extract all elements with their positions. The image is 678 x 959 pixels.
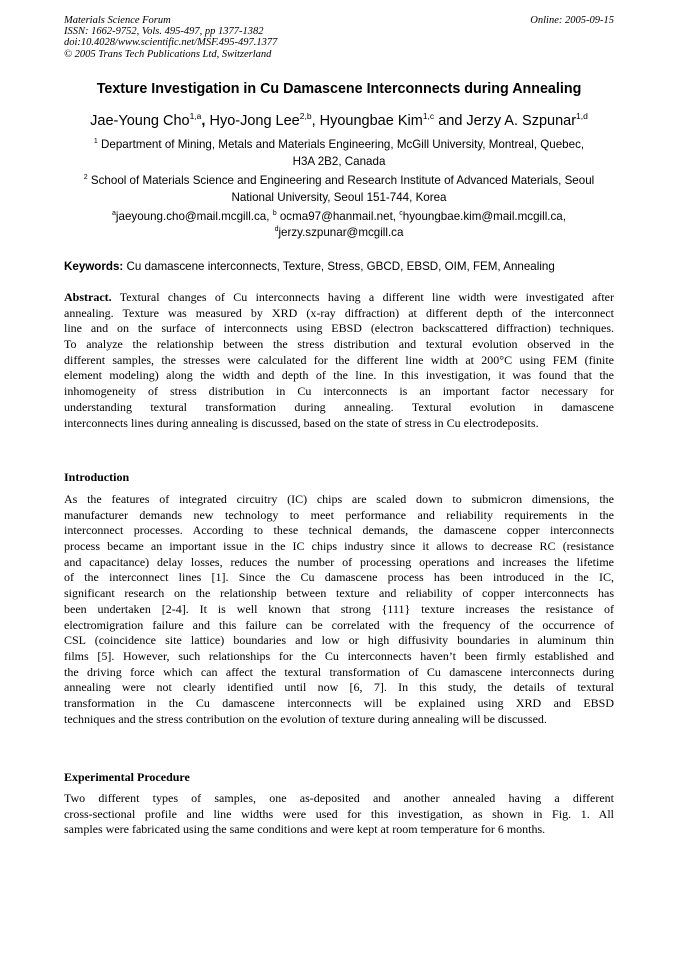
abstract-line: different samples, the stresses were calculated for the different line width at 200°C using FEM (finite: [64, 352, 614, 367]
author-name: Hyo-Jong Lee: [209, 113, 300, 129]
author-name: Jerzy A. Szpunar: [466, 113, 577, 129]
author-affiliation-mark: 1,a: [189, 111, 202, 121]
author-separator: and: [438, 113, 463, 129]
author-affiliation-mark: 2,b: [299, 111, 312, 121]
abstract-label: Abstract.: [64, 290, 112, 304]
header-citation: [64, 15, 404, 60]
abstract-line: element modeling) along the width and depth of the line. In this investigation, it was found that the: [64, 368, 614, 383]
doi-line: doi:10.4028/www.scientific.net/MSF.495-497.1377: [64, 37, 278, 49]
abstract-line: interconnects lines during annealing is discussed, based on the state of stress in Cu electrodeposits.: [64, 415, 539, 430]
experimental-line: Two different types of samples, one as-deposited and another annealed having a different: [64, 791, 614, 805]
email-mark: b: [272, 210, 277, 217]
introduction-line: techniques and the stress contribution on the evolution of texture during annealing will be discussed.: [64, 711, 547, 726]
keywords-text: Cu damascene interconnects, Texture, Stress, GBCD, EBSD, OIM, FEM, Annealing: [126, 260, 555, 273]
affiliation-text: School of Materials Science and Engineering and Research Institute of Advanced Materials, Seoul: [90, 174, 595, 187]
author-affiliation-mark: 1,c: [422, 111, 435, 121]
introduction-line: As the features of integrated circuitry (IC) chips are scaled down to submicron dimensions, the: [64, 492, 614, 506]
introduction-line: significant research on the relationship between texture and reliability of copper interconnects has: [64, 586, 614, 601]
introduction-line: films [5]. However, such relationships for the Cu interconnects haven’t been firmly established and: [64, 648, 614, 663]
abstract-line: annealing. Texture was measured by XRD (x-ray diffraction) at different depth of the interconnect: [64, 305, 614, 320]
introduction-line: electromigration failure and this failure can be correlated with the frequency of the occurrence of: [64, 617, 614, 632]
abstract-line: line and on the surface of interconnects using EBSD (electron backscattered diffraction) techniques.: [64, 321, 614, 336]
paper-title: Texture Investigation in Cu Damascene Interconnects during Annealing: [96, 81, 582, 97]
affiliation-1: [64, 137, 614, 170]
email-address: hyoungbae.kim@mail.mcgill.ca,: [402, 210, 566, 223]
affiliation-2: [64, 173, 614, 206]
introduction-line: process became an important issue in the IC chips industry since it allows to decrease RC (resistance: [64, 539, 614, 554]
email-mark: d: [274, 225, 279, 233]
experimental-paragraph: [64, 791, 614, 838]
email-list: [64, 209, 614, 240]
abstract-line: To analyze the relationship between the stress distribution and textural evolution observed in the: [64, 337, 614, 352]
email-mark: a: [112, 210, 116, 217]
affiliation-text: H3A 2B2, Canada: [292, 154, 386, 168]
journal-name: Materials Science Forum: [64, 15, 171, 26]
introduction-line: manufacturer demands new technology to meet performance and reliability requirements in the: [64, 507, 614, 522]
author-affiliation-mark: 1,d: [576, 111, 588, 121]
experimental-line: samples were fabricated using the same conditions and were kept at room temperature for 6 months.: [64, 822, 546, 837]
abstract-line: inhomogeneity of stress distribution in Cu interconnects is an important factor necessary for: [64, 384, 614, 399]
email-address: jerzy.szpunar@mcgill.ca: [278, 225, 404, 239]
affiliation-number: 2: [83, 174, 88, 181]
affiliation-text: Department of Mining, Metals and Materials Engineering, McGill University, Montreal, Quebec,: [101, 138, 585, 151]
keywords-label: Keywords:: [64, 260, 124, 273]
affiliation-number: 1: [93, 138, 98, 145]
abstract-line: Textural changes of Cu interconnects having a different line width were investigated after: [119, 290, 614, 304]
email-address: ocma97@hanmail.net,: [279, 210, 397, 223]
email-mark: c: [399, 210, 403, 217]
affiliation-text: National University, Seoul 151-744, Korea: [231, 190, 447, 204]
introduction-line: of the interconnect lines [1]. Since the Cu damascene process has been introduced in the IC,: [64, 570, 614, 585]
section-heading-introduction: Introduction: [64, 470, 130, 484]
issn-line: ISSN: 1662-9752, Vols. 495-497, pp 1377-1382: [64, 26, 264, 38]
abstract-line: understanding textural transformation during annealing. Textural evolution in damascene: [64, 399, 614, 414]
introduction-line: CSL (coincidence site lattice) boundaries and low or high diffusivity boundaries in aluminum thin: [64, 633, 614, 648]
experimental-line: cross-sectional profile and line widths were used for this investigation, as shown in Fig. 1. All: [64, 806, 614, 821]
keywords-line: [64, 260, 614, 273]
author-separator: ,: [201, 113, 206, 129]
online-date: Online: 2005-09-15: [530, 15, 614, 26]
introduction-paragraph: [64, 492, 614, 727]
copyright-line: © 2005 Trans Tech Publications Ltd, Switzerland: [64, 48, 272, 60]
introduction-line: annealing were not clearly identified until now [6, 7]. In this study, the details of textural: [64, 680, 614, 695]
author-name: Jae-Young Cho: [90, 113, 190, 129]
author-separator: ,: [311, 113, 316, 129]
author-name: Hyoungbae Kim: [319, 113, 423, 129]
introduction-line: the driving force which can affect the textural transformation of Cu damascene interconnects during: [64, 664, 614, 679]
email-address: jaeyoung.cho@mail.mcgill.ca,: [115, 210, 270, 223]
section-heading-experimental: Experimental Procedure: [64, 770, 190, 784]
introduction-line: been undertaken [2-4]. It is well known that strong {111} texture increases the resistance of: [64, 601, 614, 616]
author-list: [40, 113, 638, 129]
introduction-line: interconnect processes. According to these technical demands, the damascene copper interconnects: [64, 523, 614, 538]
abstract-paragraph: [64, 290, 614, 431]
introduction-line: transformation in the Cu damascene interconnects will be explained using XRD and EBSD: [64, 695, 614, 710]
introduction-line: and capacitance) delay losses, reduces the number of processing operations and increases the lifetime: [64, 554, 614, 569]
